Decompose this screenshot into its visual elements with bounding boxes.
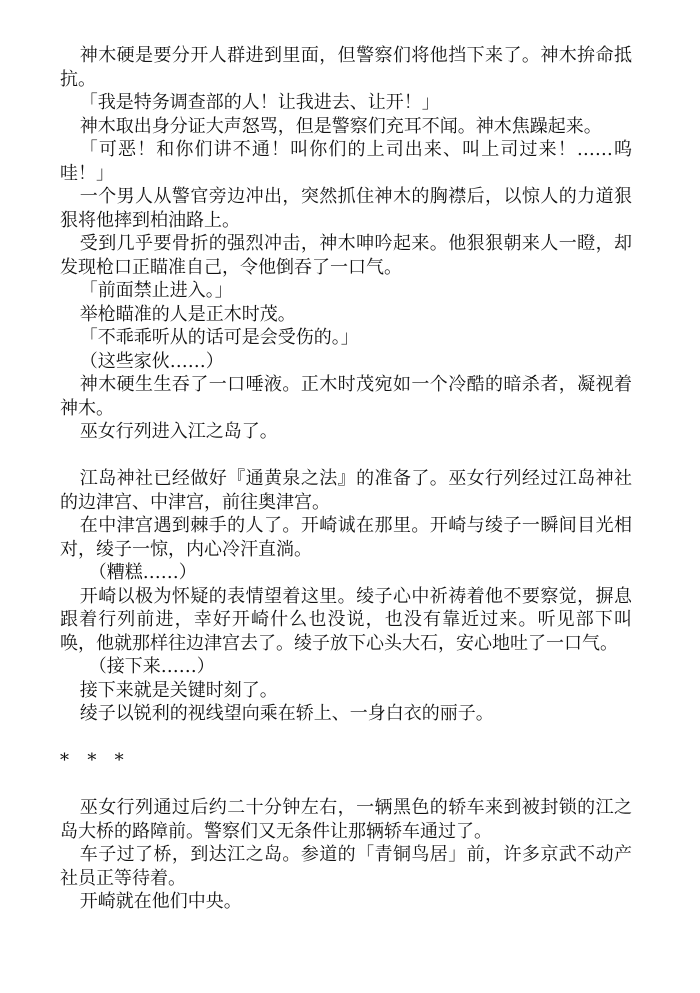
dialogue-line: 「可恶！和你们讲不通！叫你们的上司出来、叫上司过来！……呜哇！」: [60, 139, 632, 184]
paragraph: 一个男人从警官旁边冲出，突然抓住神木的胸襟后，以惊人的力道狠狠将他摔到柏油路上。: [60, 186, 632, 231]
paragraph: 车子过了桥，到达江之岛。参道的「青铜鸟居」前，许多京武不动产社员正等待着。: [60, 844, 632, 889]
paragraph: 神木硬生生吞了一口唾液。正木时茂宛如一个冷酷的暗杀者，凝视着神木。: [60, 374, 632, 419]
paragraph: 开崎就在他们中央。: [79, 891, 242, 912]
dialogue-line: 「不乖乖听从的话可是会受伤的。」: [79, 327, 359, 348]
blank-line: [60, 773, 632, 797]
paragraph: 江岛神社已经做好『通黄泉之法』的准备了。巫女行列经过江岛神社的边津宫、中津宫，前往奥津宫。: [60, 468, 632, 513]
document-page: [60, 44, 632, 914]
paragraph: 受到几乎要骨折的强烈冲击，神木呻吟起来。他狠狠朝来人一瞪，却发现枪口正瞄准自己，令他倒吞了一口气。: [60, 233, 632, 278]
paragraph: 在中津宫遇到棘手的人了。开崎诚在那里。开崎与绫子一瞬间目光相对，绫子一惊，内心冷汗直淌。: [60, 515, 632, 560]
paragraph: 神木取出身分证大声怒骂，但是警察们充耳不闻。神木焦躁起来。: [79, 115, 602, 137]
thought-line: （这些家伙……）: [79, 350, 224, 372]
paragraph: 巫女行列通过后约二十分钟左右，一辆黑色的轿车来到被封锁的江之岛大桥的路障前。警察们又无条件让那辆轿车通过了。: [60, 797, 632, 842]
dialogue-line: 「前面禁止进入。」: [79, 280, 233, 301]
thought-line: （糟糕……）: [88, 562, 197, 583]
paragraph: 绫子以锐利的视线望向乘在轿上、一身白衣的丽子。: [79, 703, 494, 724]
paragraph: 开崎以极为怀疑的表情望着这里。绫子心中祈祷着他不要察觉，摒息跟着行列前进，幸好开崎什么也没说，也没有靠近过来。听见部下叫唤，他就那样往边津宫去了。绫子放下心头大石，安心地吐了一口气。: [60, 585, 632, 654]
paragraph: 举枪瞄准的人是正木时茂。: [79, 303, 296, 325]
blank-line: [60, 726, 632, 750]
blank-line: [60, 444, 632, 468]
section-separator: * * *: [60, 750, 130, 771]
paragraph: 接下来就是关键时刻了。: [79, 679, 278, 701]
thought-line: （接下来……）: [88, 656, 215, 677]
paragraph: 巫女行列进入江之岛了。: [79, 421, 278, 442]
paragraph: 神木硬是要分开人群进到里面，但警察们将他挡下来了。神木拚命抵抗。: [60, 45, 632, 90]
dialogue-line: 「我是特务调查部的人！让我进去、让开！」: [79, 92, 440, 113]
